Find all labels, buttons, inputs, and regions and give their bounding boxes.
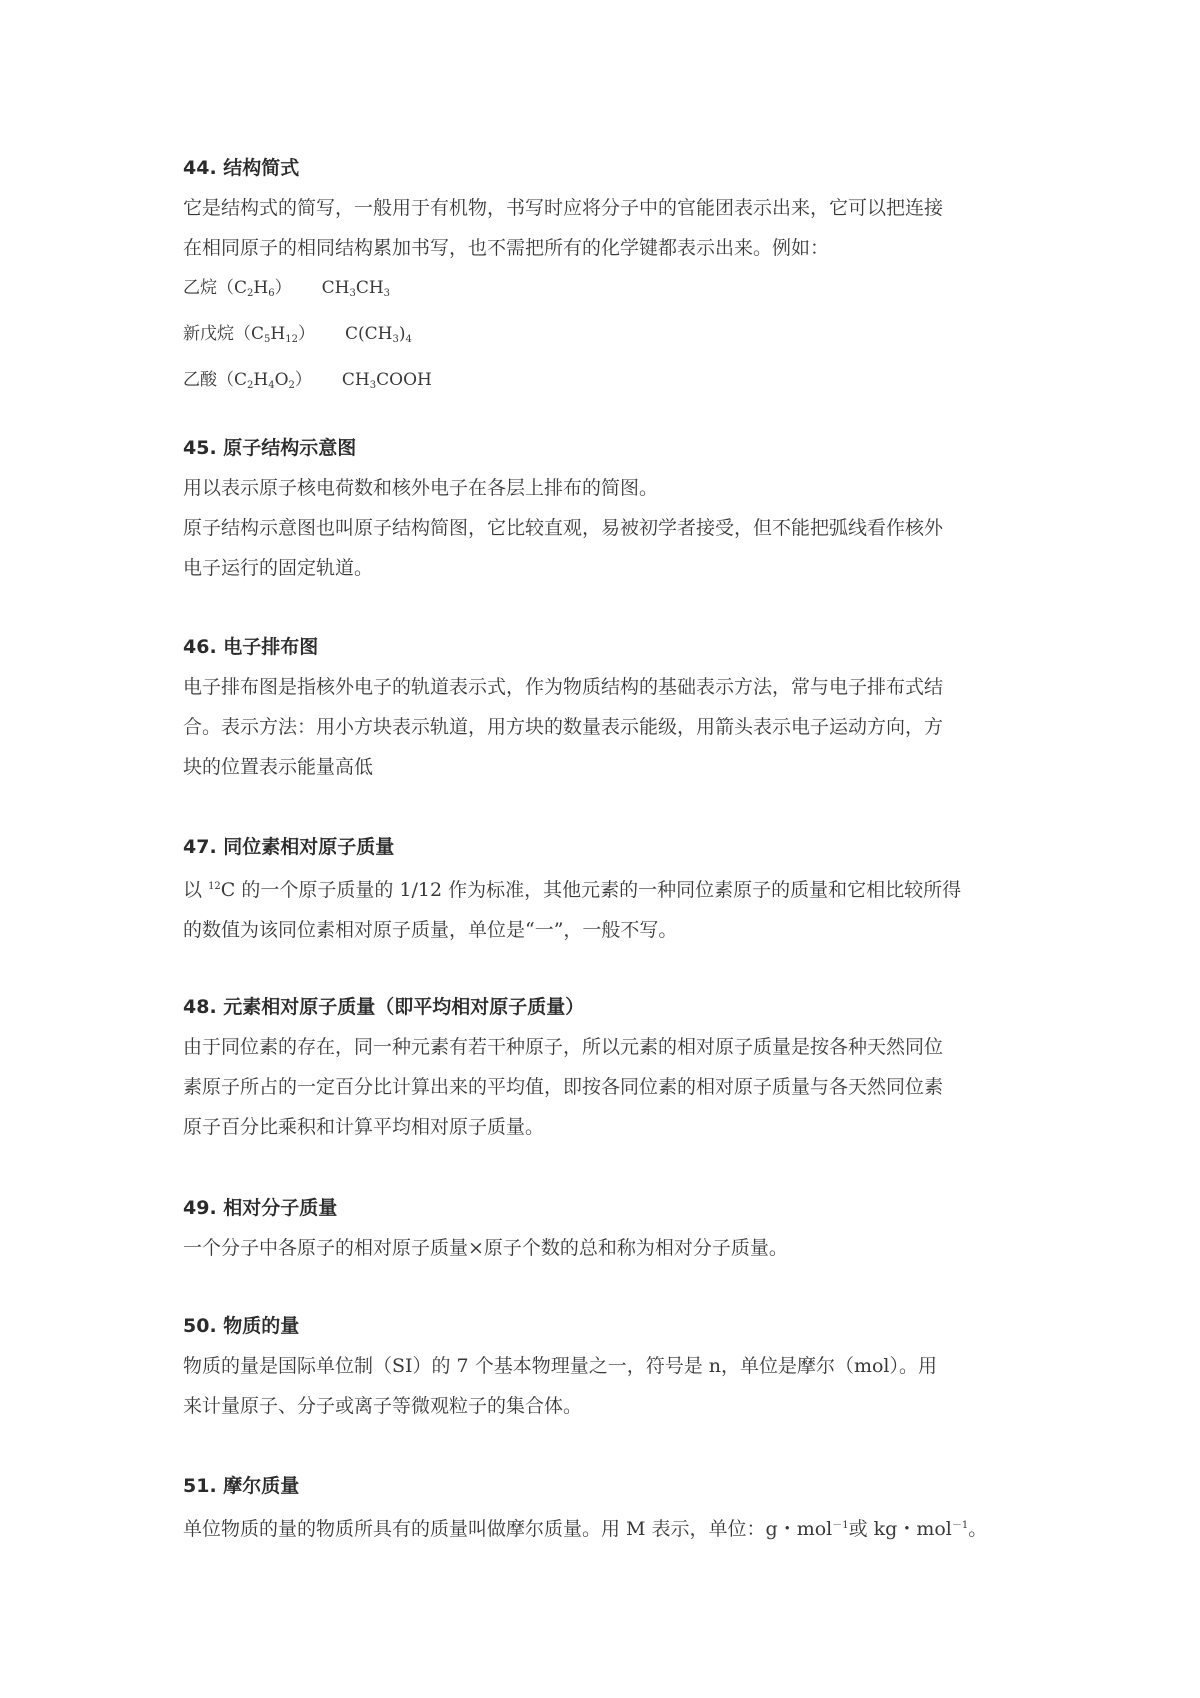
section-number: 45. — [183, 437, 217, 459]
section-44 — [183, 148, 1033, 406]
unit-exponent: －1 — [832, 1520, 849, 1531]
section-49 — [183, 1188, 1033, 1268]
paragraph-line: 由于同位素的存在，同一种元素有若干种原子，所以元素的相对原子质量是按各种天然同位 — [183, 1036, 944, 1058]
paragraph-line: 在相同原子的相同结构累加书写，也不需把所有的化学键都表示出来。例如： — [183, 237, 830, 259]
formula-part: COOH — [376, 370, 432, 390]
section-heading — [183, 627, 1033, 667]
paragraph-line: 块的位置表示能量高低 — [183, 756, 374, 778]
section-title: 相对分子质量 — [223, 1197, 338, 1219]
formula-subscript: 3 — [369, 380, 377, 391]
formula-part: ) — [398, 324, 406, 344]
paragraph-line: 合。表示方法：用小方块表示轨道，用方块的数量表示能级，用箭头表示电子运动方向，方 — [183, 716, 944, 738]
formula-part: H — [253, 278, 269, 298]
paragraph-line: 它是结构式的简写，一般用于有机物，书写时应将分子中的官能团表示出来，它可以把连接 — [183, 197, 944, 219]
formula-part: CH — [341, 370, 370, 390]
paragraph-line — [183, 1506, 1033, 1549]
formula-subscript: 3 — [392, 334, 399, 345]
formula-part: C(CH — [344, 324, 393, 344]
section-51 — [183, 1466, 1033, 1549]
paragraph-line: 素原子所占的一定百分比计算出来的平均值，即按各同位素的相对原子质量与各天然同位素 — [183, 1076, 944, 1098]
section-heading — [183, 148, 1033, 188]
section-47 — [183, 827, 1033, 950]
section-heading — [183, 827, 1033, 867]
text-run: 或 kg・mol — [848, 1518, 952, 1540]
formula-subscript: 2 — [288, 380, 295, 391]
formula-subscript: 4 — [268, 380, 275, 391]
section-number: 44. — [183, 157, 217, 179]
section-title: 结构简式 — [223, 157, 300, 179]
section-50 — [183, 1306, 1033, 1426]
formula-subscript: 2 — [247, 380, 254, 391]
section-title: 同位素相对原子质量 — [223, 836, 395, 858]
section-number: 46. — [183, 636, 217, 658]
text-run: 单位物质的量的物质所具有的质量叫做摩尔质量。用 M 表示，单位：g・mol — [183, 1518, 833, 1540]
section-title: 原子结构示意图 — [223, 437, 357, 459]
formula-subscript: 5 — [264, 334, 271, 345]
text-run: 。 — [968, 1518, 988, 1540]
paragraph-line: 物质的量是国际单位制（SI）的 7 个基本物理量之一，符号是 n，单位是摩尔（mol）。用 — [183, 1355, 937, 1377]
paragraph-line: 用以表示原子核电荷数和核外电子在各层上排布的简图。 — [183, 477, 659, 499]
paragraph-line: 原子百分比乘积和计算平均相对原子质量。 — [183, 1116, 545, 1138]
unit-exponent: －1 — [951, 1520, 969, 1531]
section-46 — [183, 627, 1033, 787]
formula-part: C — [234, 370, 248, 390]
compound-name: 新戊烷 — [183, 324, 234, 344]
formula-part: H — [270, 324, 286, 344]
section-48 — [183, 987, 1033, 1147]
section-title: 摩尔质量 — [223, 1475, 300, 1497]
formula-example: 乙烷$(C_2H_6)$ $CH_3CH_3$ — [183, 278, 391, 299]
formula-part: CH — [321, 278, 350, 298]
paragraph-line — [183, 867, 1033, 910]
formula-example: 新戊烷$(C_5H_{12})$ $C(CH_3)_4$ — [183, 324, 412, 345]
section-heading — [183, 428, 1033, 468]
section-heading — [183, 987, 1033, 1027]
formula-part: O — [274, 370, 289, 390]
text-run: 以 — [183, 879, 203, 901]
formula-part: C — [234, 278, 248, 298]
formula-subscript: 6 — [268, 288, 275, 299]
section-number: 49. — [183, 1197, 217, 1219]
formula-subscript: 3 — [349, 288, 356, 299]
formula-subscript: 4 — [405, 334, 412, 345]
paragraph-line: 电子运行的固定轨道。 — [183, 557, 374, 579]
formula-subscript: 12 — [285, 334, 298, 345]
section-heading — [183, 1188, 1033, 1228]
paragraph-line: 一个分子中各原子的相对原子质量×原子个数的总和称为相对分子质量。 — [183, 1237, 788, 1259]
section-title: 电子排布图 — [223, 636, 319, 658]
formula-example: 乙酸$(C_2H_4O_2)$ $CH_3COOH$ — [183, 370, 432, 391]
section-number: 47. — [183, 836, 217, 858]
compound-name: 乙酸 — [183, 370, 217, 390]
section-title: 元素相对原子质量（即平均相对原子质量） — [223, 996, 585, 1018]
formula-subscript: 2 — [247, 288, 254, 299]
formula-part: CH — [355, 278, 384, 298]
section-45 — [183, 428, 1033, 588]
section-title: 物质的量 — [223, 1315, 300, 1337]
paragraph-line: 原子结构示意图也叫原子结构简图，它比较直观，易被初学者接受，但不能把弧线看作核外 — [183, 517, 944, 539]
section-heading — [183, 1306, 1033, 1346]
text-run: C 的一个原子质量的 1/12 作为标准，其他元素的一种同位素原子的质量和它相比较所得 — [220, 879, 962, 901]
formula-part: H — [253, 370, 269, 390]
paragraph-line: 的数值为该同位素相对原子质量，单位是“一”，一般不写。 — [183, 919, 678, 941]
isotope-mass-superscript: 12 — [208, 881, 221, 892]
paragraph-line: 电子排布图是指核外电子的轨道表示式，作为物质结构的基础表示方法，常与电子排布式结 — [183, 676, 944, 698]
section-number: 48. — [183, 996, 217, 1018]
formula-subscript: 3 — [383, 288, 391, 299]
formula-part: C — [251, 324, 265, 344]
paragraph-line: 来计量原子、分子或离子等微观粒子的集合体。 — [183, 1395, 583, 1417]
section-number: 51. — [183, 1475, 217, 1497]
compound-name: 乙烷 — [183, 278, 217, 298]
section-number: 50. — [183, 1315, 217, 1337]
section-heading — [183, 1466, 1033, 1506]
